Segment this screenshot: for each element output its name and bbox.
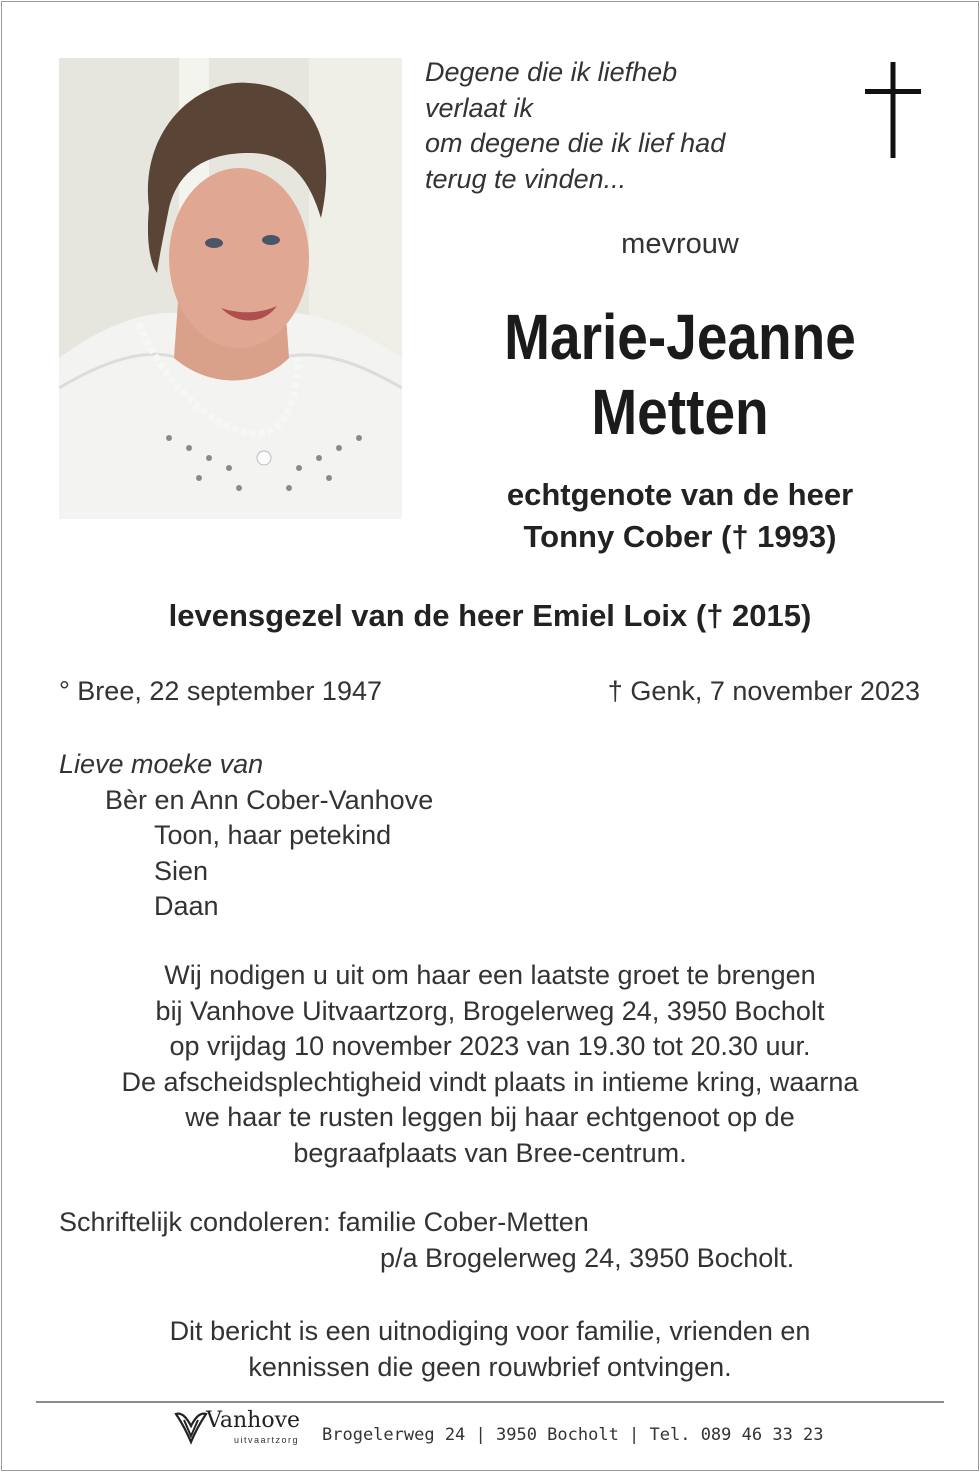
invitation-line: bij Vanhove Uitvaartzorg, Brogelerweg 24, 3950 Bocholt — [155, 995, 825, 1026]
last-name: Metten — [591, 376, 769, 448]
poem — [425, 55, 845, 197]
family-member: Sien — [154, 855, 209, 886]
vanhove-logo-icon — [172, 1410, 210, 1446]
birth-date: ° Bree, 22 september 1947 — [59, 676, 382, 706]
condolence-address: p/a Brogelerweg 24, 3950 Bocholt. — [380, 1243, 795, 1273]
poem-line: om degene die ik lief had — [425, 128, 726, 158]
notice-line: Dit bericht is een uitnodiging voor familie, vrienden en — [169, 1316, 811, 1346]
family-member: Daan — [154, 891, 219, 921]
family-list — [59, 747, 433, 925]
invitation-line: Wij nodigen u uit om haar een laatste groet te brengen — [164, 960, 816, 990]
footer-divider — [36, 1401, 944, 1403]
death-date: † Genk, 7 november 2023 — [607, 676, 920, 706]
invitation-line: we haar te rusten leggen bij haar echtgenoot op de — [185, 1102, 795, 1132]
poem-line: Degene die ik liefheb — [425, 57, 678, 87]
logo-name: Vanhove — [206, 1408, 301, 1433]
portrait-photo — [59, 58, 402, 519]
family-member: Bèr en Ann Cober-Vanhove — [105, 784, 434, 815]
invitation-line: begraafplaats van Bree-centrum. — [293, 1137, 687, 1168]
notice-text — [0, 1314, 980, 1385]
invitation-text — [0, 958, 980, 1171]
spouse-line: Tonny Cober († 1993) — [523, 519, 837, 554]
invitation-line: De afscheidsplechtigheid vindt plaats in intieme kring, waarna — [121, 1066, 859, 1097]
spouse-line: echtgenote van de heer — [506, 477, 854, 512]
logo-subtitle: uitvaartzorg — [234, 1435, 300, 1445]
deceased-name — [439, 300, 921, 450]
footer-contact: Brogelerweg 24 | 3950 Bocholt | Tel. 089 46 33 23 — [322, 1425, 824, 1445]
partner-info: levensgezel van de heer Emiel Loix († 2015) — [168, 598, 812, 633]
notice-line: kennissen die geen rouwbrief ontvingen. — [248, 1351, 732, 1382]
poem-line: terug te vinden... — [425, 163, 627, 194]
first-name: Marie-Jeanne — [504, 301, 856, 373]
honorific: mevrouw — [621, 228, 739, 260]
spouse-info — [400, 474, 960, 558]
family-member: Toon, haar petekind — [154, 820, 392, 850]
cross-icon — [865, 62, 921, 158]
footer — [172, 1408, 824, 1448]
family-heading: Lieve moeke van — [59, 749, 264, 779]
poem-line: verlaat ik — [425, 92, 534, 123]
condolence-line: Schriftelijk condoleren: familie Cober-Metten — [59, 1207, 589, 1237]
invitation-line: op vrijdag 10 november 2023 van 19.30 tot 20.30 uur. — [169, 1031, 811, 1061]
